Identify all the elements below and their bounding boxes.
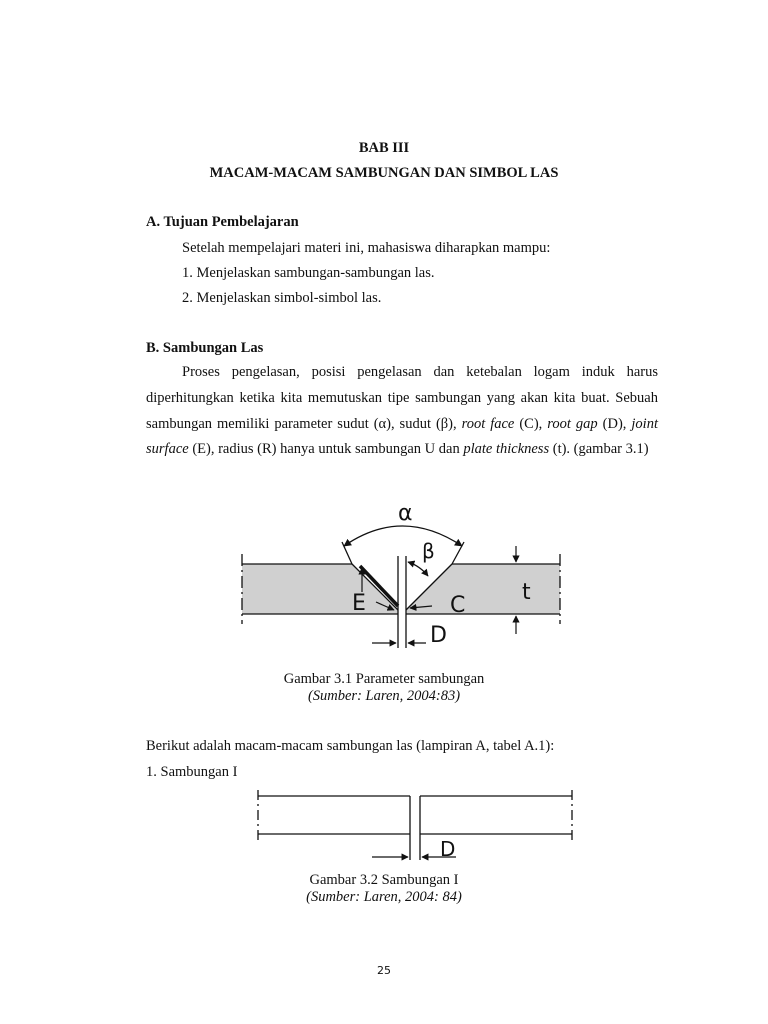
root-face-label: C: [450, 593, 466, 618]
paragraph-text-2: (C),: [514, 415, 548, 432]
figure-2-caption-source: (Sumber: Laren, 2004: 84): [306, 889, 462, 905]
page-number: 25: [377, 964, 391, 977]
figure-2-caption-title: Gambar 3.2 Sambungan I: [309, 872, 459, 888]
objective-item-1: 1. Menjelaskan sambungan-sambungan las.: [182, 265, 435, 281]
gap-label: D: [440, 837, 456, 861]
i-joint-diagram: [250, 782, 580, 862]
thickness-label: t: [522, 580, 531, 605]
term-joint-surface: joint surface: [146, 415, 658, 458]
joint-surface-label: E: [352, 591, 366, 616]
figure-1-caption-source: (Sumber: Laren, 2004:83): [307, 688, 461, 704]
root-gap-label: D: [430, 623, 447, 648]
section-b-heading: B. Sambungan Las: [146, 340, 264, 356]
joint-type-item-1: 1. Sambungan I: [146, 764, 238, 780]
term-plate-thickness: plate thickness: [463, 441, 550, 458]
beta-label: β: [422, 539, 435, 563]
figure-1-caption: [0, 671, 768, 705]
term-root-gap: root gap: [547, 415, 598, 432]
section-a-heading: A. Tujuan Pembelajaran: [146, 214, 299, 230]
term-root-face: root face: [461, 415, 515, 432]
figure-2-caption: [0, 872, 768, 906]
paragraph-text-1: Proses pengelasan, posisi pengelasan dan ketebalan logam induk harus diperhitungkan ketika kita memutuskan tipe sambungan yang akan kita buat. Sebuah sambungan memiliki parameter sudut (α), sudut (β),: [146, 364, 658, 432]
figure-1-caption-title: Gambar 3.1 Parameter sambungan: [283, 671, 485, 687]
joint-types-intro: Berikut adalah macam-macam sambungan las (lampiran A, tabel A.1):: [146, 738, 555, 754]
objective-item-2: 2. Menjelaskan simbol-simbol las.: [182, 290, 382, 306]
paragraph-text-4: (E), radius (R) hanya untuk sambungan U dan: [188, 441, 464, 458]
section-a-intro: Setelah mempelajari materi ini, mahasiswa diharapkan mampu:: [182, 240, 551, 256]
left-plate: [242, 564, 398, 614]
chapter-title: MACAM-MACAM SAMBUNGAN DAN SIMBOL LAS: [209, 165, 559, 181]
paragraph-text-5: (t). (gambar 3.1): [549, 441, 649, 458]
section-b-paragraph: [146, 360, 658, 463]
chapter-label: BAB III: [358, 140, 410, 156]
alpha-label: α: [398, 501, 413, 526]
paragraph-text-3: (D),: [597, 415, 632, 432]
joint-parameters-diagram: [236, 496, 566, 656]
